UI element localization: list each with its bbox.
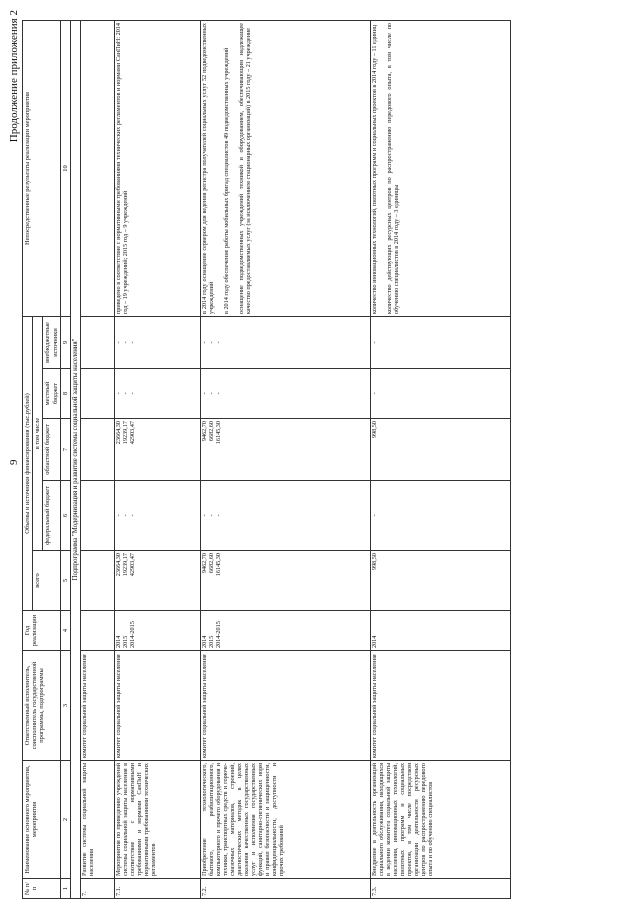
local-value: - [208,392,216,395]
federal-value: - [371,514,379,517]
row-result [81,21,115,317]
row-total [201,551,371,611]
row-years [201,611,371,651]
header-num: № п/п [23,879,61,899]
row-number: 7.3. [371,879,511,899]
local-value: - [201,392,209,395]
regional-value: 42903,47 [129,421,137,445]
total-value: 16145,30 [215,553,223,577]
row-federal [201,481,371,551]
regional-value: 6682,60 [208,421,216,442]
row-extra [201,317,371,369]
col-number: 1 [60,879,70,899]
header-total: всего [33,551,61,611]
col-number: 10 [60,21,70,317]
row-regional [371,419,511,481]
row-number: 7.1. [115,879,201,899]
row-executor: комитет социальной защиты населения [115,651,201,761]
header-row-1 [23,21,33,899]
regional-value: 9462,70 [201,421,209,442]
row-extra [115,317,201,369]
table-row [371,21,511,899]
extra-value: - [215,341,223,344]
year-value: 2015 [122,635,130,648]
row-name: Мероприятия по приведению учреждений системы социальной защиты населения в соответствие с нормативными требованиями и нормами СанПиН и нормативными требованиями технических регламентов [115,761,201,879]
row-regional [115,419,201,481]
row-result: приведено в соответствие с нормативными требованиями технических регламентов и нормами СанПиН: 2014 год – 19 учреждений; 2015 год – 9 учреждений [115,21,201,317]
col-number: 8 [60,369,70,419]
row-executor: комитет социальной защиты населения [81,651,115,761]
row-local [81,369,115,419]
header-year: Год реализации [23,611,61,651]
row-executor: комитет социальной защиты населения [371,651,511,761]
year-value: 2014-2015 [129,621,137,648]
row-local [201,369,371,419]
col-number: 7 [60,419,70,481]
header-regional: областной бюджет [43,419,60,481]
extra-value: - [208,341,216,344]
total-value: 23664,30 [115,553,123,577]
header-extra: внебюджетные источники [43,317,60,369]
row-local [115,369,201,419]
result-paragraph: оснащение подведомственных учреждений техникой и оборудованием, обеспечивающим надлежащее качество предоставляемых услуг (за исключением стационарных организаций) в 2015 году – 21 учреждение [238,23,253,314]
year-value: 2014-2015 [215,621,223,648]
result-paragraph: количество действующих ресурсных центров по распространению передового опыта, в том числе по обучению специалистов в 2014 году – 3 единицы [386,23,401,314]
local-value: - [115,392,123,395]
federal-value: - [129,514,137,517]
program-table [22,20,511,899]
table-row [115,21,201,899]
extra-value: - [201,341,209,344]
row-local [371,369,511,419]
row-years [371,611,511,651]
total-value: 998,50 [371,553,379,571]
col-number: 4 [60,611,70,651]
local-value: - [129,392,137,395]
year-value: 2014 [371,635,379,648]
col-number: 9 [60,317,70,369]
total-value: 42903,47 [129,553,137,577]
result-paragraph: в 2014 году оснащение сервером для ведения регистра получателей социальных услуг 52 подведомственных учреждений [201,23,216,314]
local-value: - [371,392,379,395]
page-number: 9 [8,459,20,465]
header-result: Непосредственные результаты реализации мероприятия [23,21,61,317]
row-federal [371,481,511,551]
header-including: в том числе [33,317,43,551]
subprogram-title: Подпрограмма "Модернизация и развитие системы социальной защиты населения" [70,21,81,899]
total-value: 19239,17 [122,553,130,577]
extra-value: - [371,341,379,344]
continuation-label: Продолжение приложения 2 [8,10,20,143]
row-regional [81,419,115,481]
row-extra [371,317,511,369]
row-years [115,611,201,651]
col-number: 6 [60,481,70,551]
row-number: 7.2. [201,879,371,899]
local-value: - [215,392,223,395]
row-federal [81,481,115,551]
extra-value: - [115,341,123,344]
table-row [201,21,371,899]
header-local: местный бюджет [43,369,60,419]
subprogram-row [70,21,81,899]
result-paragraph: в 2014 году обеспечение работы мобильных бригад специалистов 49 подведомственных учреждений [223,47,231,314]
extra-value: - [122,341,130,344]
row-total [371,551,511,611]
row-total [115,551,201,611]
row-federal [115,481,201,551]
total-value: 9462,70 [201,553,209,574]
column-number-row [60,21,70,899]
total-value: 6682,60 [208,553,216,574]
col-number: 2 [60,761,70,879]
row-name: Приобретение технологического, бытового, реабилитационного, компьютерного и прочего оборудования и техники, транспортных средств и горюче-смазочных материалов, строений, диагностических методик в целях оказания качественных государственных услуг и исполнения государственных функций, санитарно-гигиенических норм и правил безопасности и защищенности, конфиденциальности, доступности и прочих требований [201,761,371,879]
col-number: 3 [60,651,70,761]
regional-value: 16145,30 [215,421,223,445]
regional-value: 23664,30 [115,421,123,445]
federal-value: - [208,514,216,517]
federal-value: - [115,514,123,517]
year-value: 2014 [201,635,209,648]
row-result [371,21,511,317]
header-financing: Объемы и источники финансирования (тыс.рублей) [23,317,33,611]
header-name: Наименование основного мероприятия, мероприятия [23,761,61,879]
result-paragraph: количество инновационных технологий, пилотных программ и социальных проектов в 2014 году – 11 единиц [371,24,379,314]
extra-value: - [129,341,137,344]
year-value: 2015 [208,635,216,648]
row-name: Внедрение в деятельность организаций социального обслуживания, находящихся в ведении комитета социальной защиты населения, инновационных технологий, пилотных программ и социальных проектов, в том числе посредством организации деятельности ресурсных центров по распространению передового опыта и по обучению специалистов [371,761,511,879]
federal-value: - [201,514,209,517]
row-extra [81,317,115,369]
federal-value: - [215,514,223,517]
row-executor: комитет социальной защиты населения [201,651,371,761]
header-federal: федеральный бюджет [43,481,60,551]
regional-value: 19239,17 [122,421,130,445]
row-number: 7. [81,879,115,899]
header-executor: Ответственный исполнитель, соисполнитель государственной программы, подпрограммы [23,651,61,761]
regional-value: 998,50 [371,421,379,439]
row-total [81,551,115,611]
federal-value: - [122,514,130,517]
table-row [81,21,115,899]
row-regional [201,419,371,481]
row-result [201,21,371,317]
col-number: 5 [60,551,70,611]
year-value: 2014 [115,635,123,648]
row-name: Развитие системы социальной защиты населения [81,761,115,879]
row-years [81,611,115,651]
local-value: - [122,392,130,395]
